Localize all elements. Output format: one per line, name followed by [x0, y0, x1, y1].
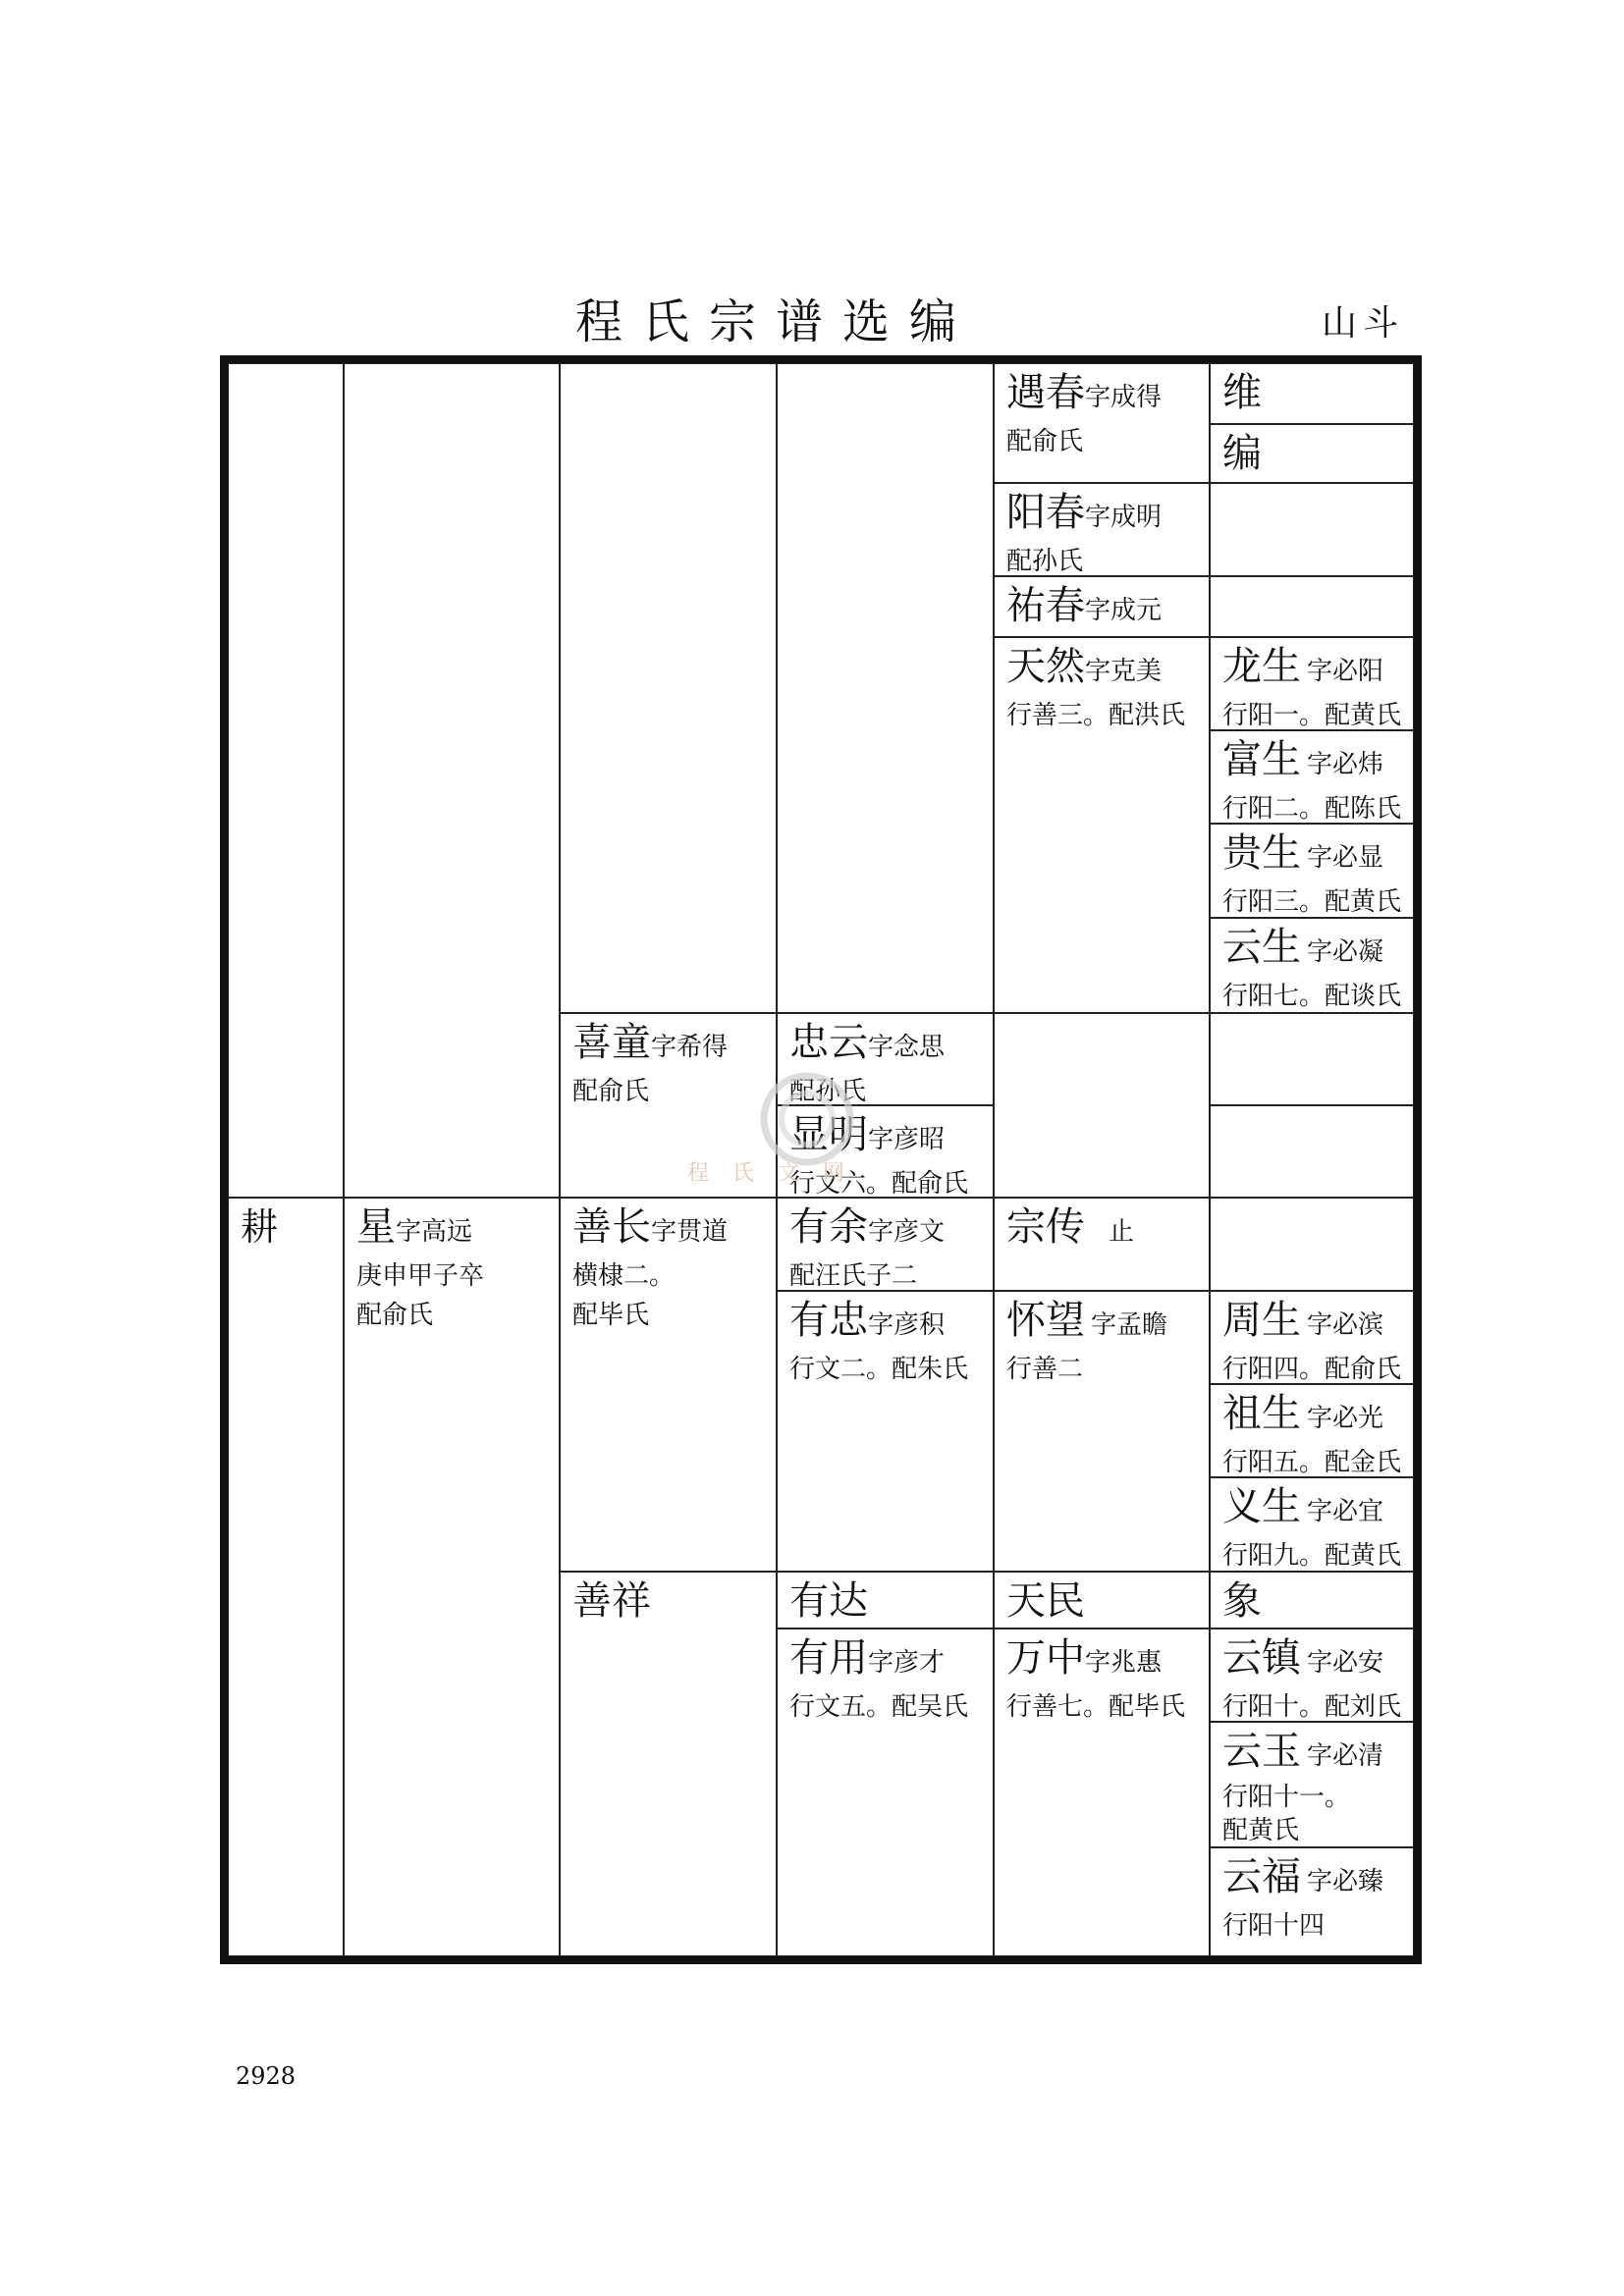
- person-name: 编: [1222, 431, 1262, 476]
- watermark-text: 程氏文网: [687, 1161, 869, 1186]
- page-title: 程氏宗谱选编: [575, 294, 977, 349]
- courtesy-name: 字彦文: [868, 1217, 946, 1247]
- person-note: 行阳二。配陈氏: [1222, 794, 1402, 824]
- person-name: 忠云: [789, 1020, 868, 1065]
- cell-c6-xiang: [1210, 1572, 1414, 1629]
- courtesy-name: 字必宜: [1307, 1497, 1384, 1526]
- courtesy-name: 字必光: [1307, 1404, 1384, 1433]
- person-note: 行阳五。配金氏: [1222, 1448, 1402, 1477]
- courtesy-name: 字彦才: [868, 1648, 946, 1678]
- cell-c1-geng: [228, 1198, 344, 1956]
- person-name: 星: [356, 1204, 396, 1250]
- cell-c3-shanxiang: [560, 1572, 777, 1956]
- person-note: 行善三。配洪氏: [1006, 701, 1186, 730]
- person-note: 配孙氏: [1006, 547, 1084, 576]
- generation-label: 耕: [241, 1205, 279, 1249]
- cell-c6-empty-5: [1210, 1198, 1414, 1291]
- cell-c2-top: [344, 363, 560, 1198]
- person-name: 维: [1222, 370, 1262, 415]
- person-name: 天民: [1006, 1578, 1085, 1624]
- person-name: 宗传: [1006, 1204, 1085, 1250]
- watermark-seal-icon: [758, 1070, 856, 1168]
- courtesy-name: 字念思: [868, 1033, 946, 1062]
- cell-c6-zhousheng: [1210, 1291, 1414, 1384]
- person-note: 行阳十。配刘氏: [1222, 1692, 1402, 1722]
- person-note: 配黄氏: [1222, 1816, 1300, 1845]
- courtesy-name: 字高远: [396, 1217, 473, 1247]
- person-note: 行文二。配朱氏: [789, 1355, 969, 1384]
- region-label: 山斗: [1322, 303, 1405, 344]
- person-name: 喜童: [572, 1020, 651, 1065]
- cell-c5-tianmin: [994, 1572, 1210, 1629]
- courtesy-name: 字必清: [1307, 1741, 1384, 1771]
- cell-c2-xing: [344, 1198, 560, 1956]
- person-name: 有忠: [789, 1298, 868, 1343]
- cell-c6-yisheng: [1210, 1477, 1414, 1572]
- person-note: 行阳三。配黄氏: [1222, 887, 1402, 917]
- person-name: 象: [1222, 1578, 1262, 1624]
- person-note: 行善二: [1006, 1355, 1084, 1384]
- cell-c6-bian: [1210, 424, 1414, 483]
- courtesy-name: 字希得: [651, 1033, 729, 1062]
- person-note: 行阳九。配黄氏: [1222, 1541, 1402, 1571]
- line-end-mark: 止: [1109, 1217, 1135, 1247]
- cell-c5-youchun: [994, 576, 1210, 637]
- person-name: 善长: [572, 1204, 651, 1250]
- person-note: 配俞氏: [1006, 427, 1084, 456]
- cell-c5-wanzhong: [994, 1629, 1210, 1956]
- cell-c1-top: [228, 363, 344, 1198]
- person-note: 行阳十四: [1222, 1911, 1326, 1941]
- person-note: 横棣二。: [572, 1261, 676, 1291]
- courtesy-name: 字必滨: [1307, 1310, 1384, 1340]
- cell-c5-yangchun: [994, 483, 1210, 576]
- cell-c5-zongchuan: [994, 1198, 1210, 1291]
- courtesy-name: 字必阳: [1307, 657, 1384, 686]
- person-name: 龙生: [1222, 644, 1301, 689]
- person-name: 显明: [789, 1112, 868, 1157]
- person-note: 庚申甲子卒: [356, 1261, 485, 1291]
- person-note: 行阳一。配黄氏: [1222, 701, 1402, 730]
- person-name: 祐春: [1006, 583, 1085, 628]
- courtesy-name: 字彦积: [868, 1310, 946, 1340]
- cell-c6-longsheng: [1210, 637, 1414, 730]
- courtesy-name: 字克美: [1085, 657, 1163, 686]
- courtesy-name: 字贯道: [651, 1217, 729, 1247]
- courtesy-name: 字必凝: [1307, 937, 1384, 967]
- person-name: 怀望: [1006, 1298, 1085, 1343]
- person-name: 周生: [1222, 1298, 1301, 1343]
- person-name: 有达: [789, 1578, 868, 1624]
- person-note: 配孙氏: [789, 1077, 867, 1105]
- courtesy-name: 字成明: [1085, 503, 1163, 532]
- person-name: 贵生: [1222, 830, 1301, 876]
- person-name: 有余: [789, 1204, 868, 1250]
- cell-c5-huaiwang: [994, 1291, 1210, 1572]
- cell-c4-youzhong: [777, 1291, 994, 1572]
- courtesy-name: 字必臻: [1307, 1867, 1384, 1896]
- cell-c6-zusheng: [1210, 1384, 1414, 1477]
- person-name: 富生: [1222, 737, 1301, 782]
- person-note: 配毕氏: [572, 1301, 650, 1330]
- person-name: 遇春: [1006, 370, 1085, 415]
- person-name: 阳春: [1006, 490, 1085, 535]
- person-note: 行阳十一。: [1222, 1783, 1351, 1812]
- cell-c4-youyong: [777, 1629, 994, 1956]
- cell-c6-yunzhen: [1210, 1629, 1414, 1722]
- cell-c3-shanchang: [560, 1198, 777, 1572]
- person-name: 云生: [1222, 925, 1301, 970]
- cell-c4-top: [777, 363, 994, 1013]
- cell-c4-youyu: [777, 1198, 994, 1291]
- person-note: 配俞氏: [572, 1077, 650, 1106]
- person-note: 行善七。配毕氏: [1006, 1692, 1186, 1722]
- cell-c6-yunsheng: [1210, 918, 1414, 1013]
- page-number: 2928: [236, 2062, 297, 2090]
- person-name: 云福: [1222, 1854, 1301, 1899]
- person-note: 行阳七。配谈氏: [1222, 982, 1402, 1011]
- courtesy-name: 字彦昭: [868, 1125, 946, 1154]
- courtesy-name: 字孟瞻: [1091, 1310, 1168, 1340]
- courtesy-name: 字必显: [1307, 843, 1384, 873]
- cell-c3-top: [560, 363, 777, 1013]
- courtesy-name: 字必安: [1307, 1648, 1384, 1678]
- cell-c6-empty-1: [1210, 483, 1414, 576]
- cell-c4-youda: [777, 1572, 994, 1629]
- person-name: 天然: [1006, 644, 1085, 689]
- cell-c6-yunfu: [1210, 1847, 1414, 1956]
- courtesy-name: 字成元: [1085, 596, 1163, 625]
- cell-c6-empty-2: [1210, 576, 1414, 637]
- person-note: 配汪氏子二: [789, 1261, 918, 1291]
- person-name: 云玉: [1222, 1729, 1301, 1774]
- person-name: 祖生: [1222, 1391, 1301, 1436]
- person-note: 行文六。配俞氏: [789, 1169, 969, 1198]
- cell-c6-empty-3: [1210, 1013, 1414, 1105]
- cell-c6-guisheng: [1210, 824, 1414, 918]
- cell-c6-wei: [1210, 363, 1414, 424]
- cell-c6-empty-4: [1210, 1105, 1414, 1198]
- person-name: 云镇: [1222, 1635, 1301, 1681]
- cell-c5-empty: [994, 1013, 1210, 1198]
- person-name: 万中: [1006, 1635, 1085, 1681]
- person-note: 配俞氏: [356, 1301, 434, 1330]
- person-name: 义生: [1222, 1484, 1301, 1529]
- cell-c6-yunyu: [1210, 1722, 1414, 1847]
- courtesy-name: 字成得: [1085, 383, 1163, 412]
- person-note: 行阳四。配俞氏: [1222, 1355, 1402, 1384]
- courtesy-name: 字必炜: [1307, 750, 1384, 779]
- person-name: 善祥: [572, 1578, 651, 1624]
- cell-c6-fusheng: [1210, 730, 1414, 824]
- cell-c5-yuchun: [994, 363, 1210, 483]
- courtesy-name: 字兆惠: [1085, 1648, 1163, 1678]
- person-note: 行文五。配吴氏: [789, 1692, 969, 1722]
- person-name: 有用: [789, 1635, 868, 1681]
- cell-c5-tianran: [994, 637, 1210, 1013]
